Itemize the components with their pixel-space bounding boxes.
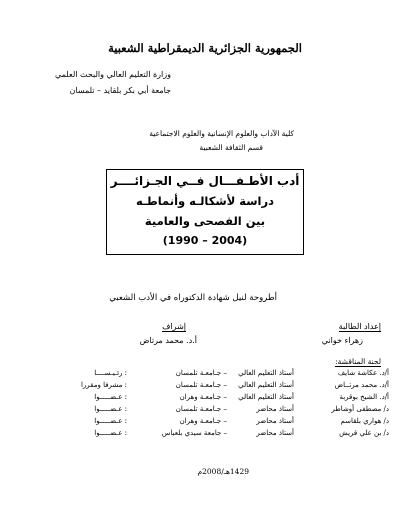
member-role: : عـضـــــوا [94,393,127,401]
committee-row [1,393,409,404]
title-line-3: بين الفصحى والعامية [144,214,266,228]
department-line: قسم الثقافة الشعبية [199,143,263,152]
member-university: – جـامعـة تلمسان [175,381,227,389]
committee-row [1,417,409,428]
ministry-line: وزارة التعليم العالي والبحث العلمي [55,70,171,79]
member-name: د/ مصطفى أوشاطر [331,405,389,413]
student-label: إعداد الطالبة [338,322,381,331]
republic-heading: الجمهورية الجزائرية الديمقراطية الشعبية [108,41,302,55]
committee-label: لجنة المناقشة: [335,357,381,366]
member-name: أ/د. محمد مرتــاض [334,381,389,389]
committee-row [1,405,409,416]
document-page [1,1,409,509]
thesis-note: أطروحة لنيل شهادة الدكتوراه في الأدب الشعبي [109,293,277,303]
title-years: (1990 – 2004) [162,234,248,247]
member-role: : عـضـــــوا [94,405,127,413]
title-line-2: دراسة لأشكالـه وأنماطـه [135,194,275,208]
member-name: أ/د. الشيخ بوقربة [339,393,389,401]
member-university: – جـامعـة وهران [179,417,227,425]
member-name: أ/د. عكاشة شايف [337,369,389,377]
member-title: أستاذ محاضر [256,405,294,413]
member-name: د/ بن علي قريش [339,429,389,437]
member-title: أستاذ محاضر [256,429,294,437]
committee-row [1,369,409,380]
member-role: : عـضـــــوا [94,429,127,437]
committee-row [1,429,409,440]
member-role: : رئـيـســــا [94,369,127,377]
member-name: د/ هواري بلقاسم [340,417,389,425]
member-title: أستاذ التعليم العالي [238,393,294,401]
date-line: 1429هـ/2008م [197,467,249,476]
member-title: أستاذ محاضر [256,417,294,425]
faculty-line: كلية الآداب والعلوم الإنسانية والعلوم الاجتماعية [149,129,294,138]
student-name: زهراء خواني [321,336,363,345]
title-line-1: أدب الأطـفـــال فــي الجـزائــــر [110,174,300,188]
committee-row [1,381,409,392]
member-title: أستاذ التعليم العالي [238,381,294,389]
member-university: – جـامعـة وهران [179,393,227,401]
thesis-title-box [106,169,304,255]
member-title: أستاذ التعليم العالي [238,369,294,377]
member-university: – جـامعـة تلمسان [175,369,227,377]
university-line: جامعة أبي بكر بلقايد – تلمسان [69,86,171,95]
member-role: : عـضـــــوا [94,417,127,425]
supervisor-name: أ.د. محمد مرتاض [139,336,197,345]
member-role: : مشرفا ومقررا [80,381,127,389]
member-university: – جامعة سيدي بلعباس [161,429,227,437]
member-university: – جـامعـة تلمسان [175,405,227,413]
supervisor-label: إشراف [162,322,186,331]
